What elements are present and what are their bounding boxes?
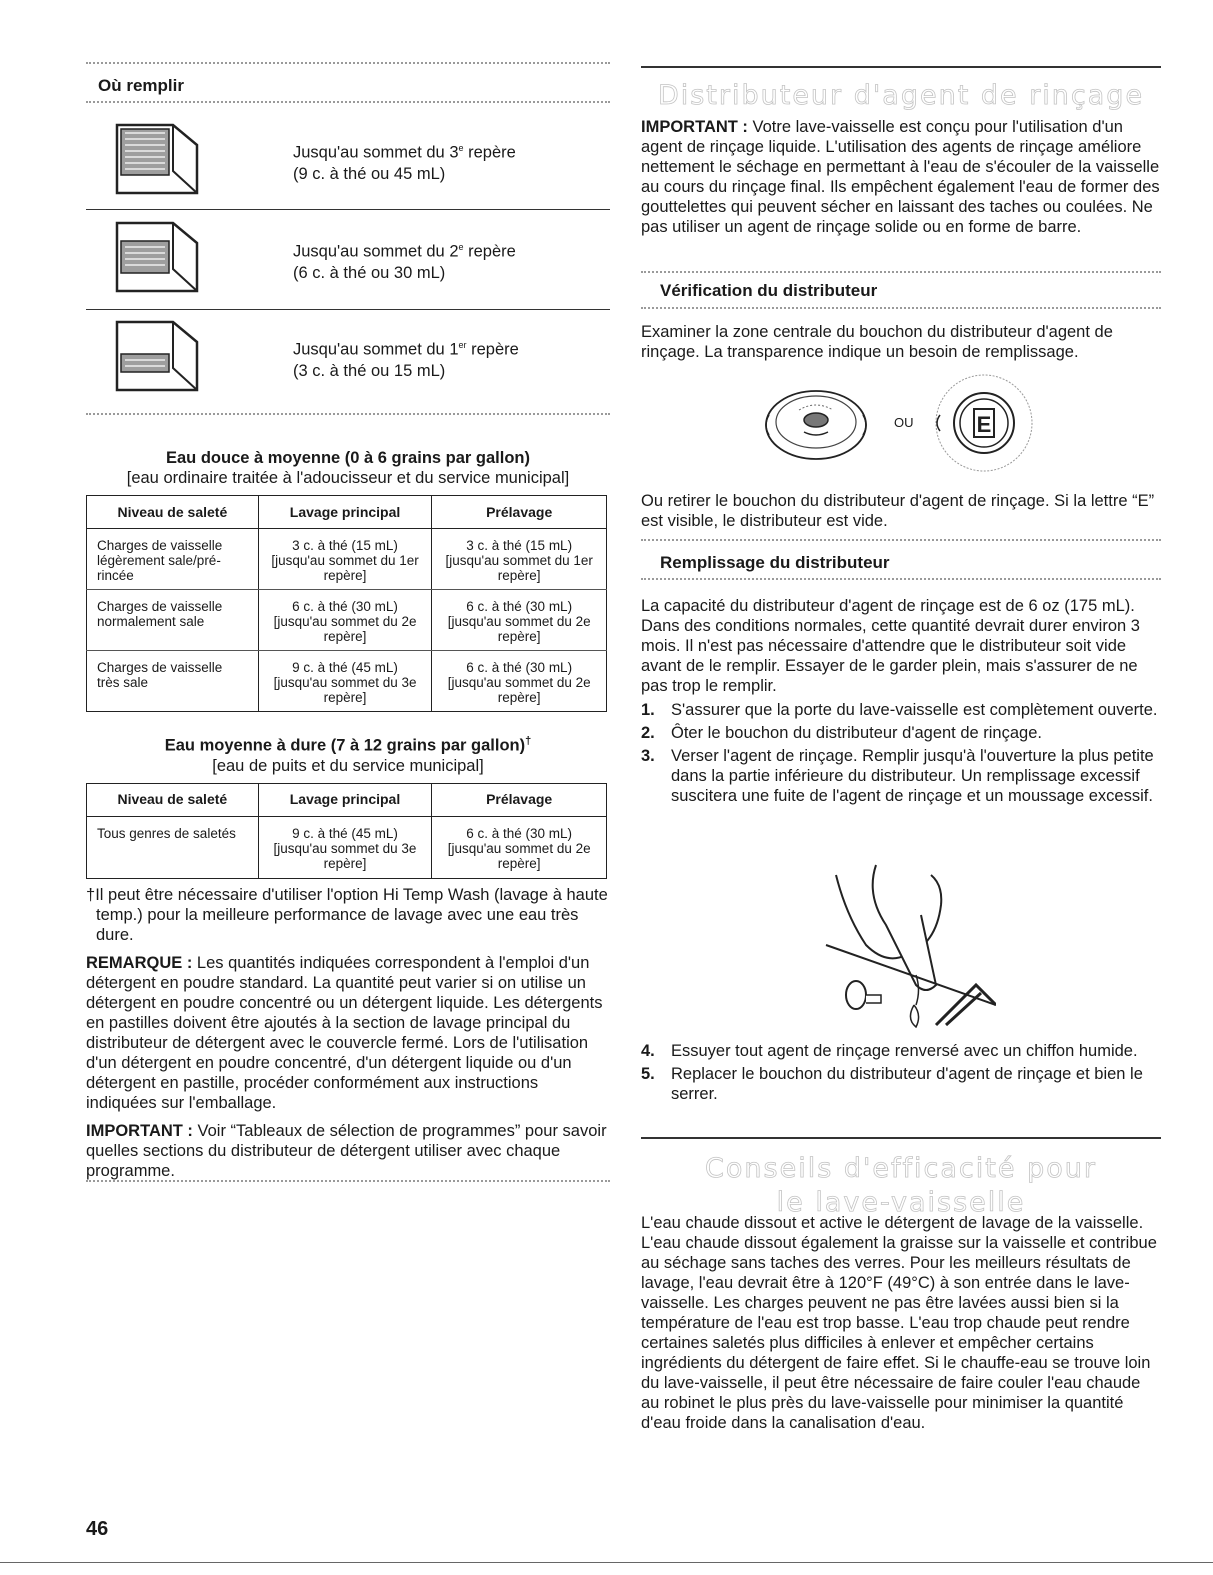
footnote: †Il peut être nécessaire d'utiliser l'option Hi Temp Wash (lavage à haute temp.) pour la meilleure performance de lavage avec une eau très dure. (86, 886, 608, 944)
cap-empty-indicator-icon (926, 365, 1036, 475)
svg-text:E: E (976, 412, 992, 437)
refill-steps-list-continued (641, 1041, 1161, 1107)
table-cell: 9 c. à thé (45 mL) [jusqu'au sommet du 3e repère] (258, 651, 432, 712)
column-header: Niveau de saleté (87, 783, 259, 816)
check-paragraph: Examiner la zone centrale du bouchon du distributeur d'agent de rinçage. La transparence indique un besoin de remplissage. (641, 323, 1113, 361)
table-cell: Charges de vaisselle très sale (87, 651, 259, 712)
pouring-rinse-aid-icon (816, 855, 996, 1035)
soft-water-subtitle: [eau ordinaire traitée à l'adoucisseur et du service municipal] (126, 469, 570, 487)
notes-block (86, 885, 610, 1181)
table-cell: 6 c. à thé (30 mL) [jusqu'au sommet du 2e repère] (432, 816, 607, 878)
cap-illustration (761, 370, 1061, 480)
table-header-row (87, 783, 607, 816)
section-rule (641, 1137, 1161, 1139)
dotted-rule (86, 62, 610, 64)
table-cell: Charges de vaisselle légèrement sale/pré-rincée (87, 529, 259, 590)
check-heading: Vérification du distributeur (660, 281, 878, 300)
dotted-rule (86, 413, 610, 415)
soft-water-section (86, 449, 610, 712)
row-divider (86, 309, 610, 310)
table-cell: Charges de vaisselle normalement sale (87, 590, 259, 651)
refill-heading: Remplissage du distributeur (660, 553, 890, 572)
note-paragraph: REMARQUE : Les quantités indiquées correspondent à l'emploi d'un détergent en poudre standard. La quantité peut varier si on utilise un détergent en poudre concentré ou un détergent liquide. Les détergents en pastilles doivent être ajoutés à la section de lavage principal du distributeur de détergent avec le couvercle fermé. Lors de l'utilisation d'un détergent en poudre concentré, d'un détergent liquide ou d'un détergent en pastille, procéder conformément aux instructions indiquées sur l'emballage. (86, 954, 603, 1112)
table-row (87, 590, 607, 651)
important-paragraph: IMPORTANT : Voir “Tableaux de sélection de programmes” pour savoir quelles sections du distributeur de détergent utiliser avec chaque programme. (86, 1122, 607, 1180)
tips-section-title: Conseils d'efficacité pour le lave-vaisselle (705, 1153, 1097, 1218)
or-label: OU (894, 415, 914, 430)
hard-water-section (86, 735, 610, 879)
dotted-rule (86, 1180, 610, 1182)
list-item: 4. Essuyer tout agent de rinçage renversé avec un chiffon humide. (641, 1042, 1138, 1060)
fill-level-text: Jusqu'au sommet du 1er repère (3 c. à thé ou 15 mL) (293, 340, 519, 380)
fill-heading: Où remplir (98, 76, 184, 95)
rinse-section-title: Distributeur d'agent de rinçage (657, 80, 1145, 111)
column-header: Prélavage (432, 496, 607, 529)
detergent-cup-two-thirds-icon (111, 221, 199, 293)
bottom-rule (0, 1562, 1213, 1563)
list-item: 2. Ôter le bouchon du distributeur d'agent de rinçage. (641, 724, 1042, 742)
rinse-important-paragraph: IMPORTANT : Votre lave-vaisselle est conçu pour l'utilisation d'un agent de rinçage liquide. L'utilisation des agents de rinçage améliore nettement le séchage en permettant à l'eau de s'écouler de la vaisselle au cours du rinçage final. Ils empêchent également l'eau de former des gouttelettes qui peuvent sécher en laissant des taches ou coulées. Ne pas utiliser un agent de rinçage solide ou en forme de barre. (641, 118, 1160, 236)
dotted-rule (641, 307, 1161, 309)
table-cell: 3 c. à thé (15 mL) [jusqu'au sommet du 1er repère] (432, 529, 607, 590)
dotted-rule (641, 539, 1161, 541)
soft-water-table (86, 495, 607, 712)
dotted-rule (641, 578, 1161, 580)
list-item: 1. S'assurer que la porte du lave-vaisselle est complètement ouverte. (641, 701, 1158, 719)
table-row (87, 816, 607, 878)
dotted-rule (641, 271, 1161, 273)
refill-steps-list (641, 700, 1161, 809)
fill-level-text: Jusqu'au sommet du 3e repère (9 c. à thé ou 45 mL) (293, 143, 516, 183)
table-cell: 6 c. à thé (30 mL) [jusqu'au sommet du 2e repère] (432, 590, 607, 651)
list-item: 3. Verser l'agent de rinçage. Remplir jusqu'à l'ouverture la plus petite dans la partie inférieure du distributeur. Un remplissage excessif suscitera une fuite de l'agent de rinçage et un moussage excessif. (641, 747, 1154, 805)
refill-paragraph: La capacité du distributeur d'agent de rinçage est de 6 oz (175 mL). Dans des conditions normales, cette quantité devrait durer environ 3 mois. Il n'est pas nécessaire d'attendre que le distributeur soit vide avant de le remplir. Essayer de le garder plein, mais s'assurer de ne pas trop le remplir. (641, 597, 1140, 695)
table-cell: 6 c. à thé (30 mL) [jusqu'au sommet du 2e repère] (432, 651, 607, 712)
fill-level-text: Jusqu'au sommet du 2e repère (6 c. à thé ou 30 mL) (293, 242, 516, 282)
column-header: Lavage principal (258, 496, 432, 529)
detergent-cup-one-third-icon (111, 320, 199, 392)
hard-water-table (86, 783, 607, 879)
detergent-cup-full-icon (111, 123, 199, 195)
list-item: 5. Replacer le bouchon du distributeur d'agent de rinçage et bien le serrer. (641, 1065, 1143, 1103)
tips-paragraph: L'eau chaude dissout et active le détergent de lavage de la vaisselle. L'eau chaude dissout également la graisse sur la vaisselle et contribue au séchage sans taches des verres. Pour les meilleurs résultats de lavage, l'eau devrait être à 120°F (49°C) à son entrée dans le lave-vaisselle. Les charges peuvent ne pas être lavées aussi bien si la température de l'eau est trop basse. L'eau trop chaude peut rendre certaines saletés plus difficiles à enlever et empêcher certains ingrédients du détergent de faire effet. Si le chauffe-eau se trouve loin du lave-vaisselle, il peut être nécessaire de faire couler l'eau chaude au robinet le plus près du lave-vaisselle pour minimiser la quantité d'eau froide dans la canalisation d'eau. (641, 1214, 1157, 1432)
hard-water-subtitle: [eau de puits et du service municipal] (212, 756, 484, 775)
row-divider (86, 209, 610, 210)
remove-cap-paragraph: Ou retirer le bouchon du distributeur d'agent de rinçage. Si la lettre “E” est visible, le distributeur est vide. (641, 492, 1155, 530)
page-number: 46 (86, 1518, 109, 1540)
section-rule (641, 66, 1161, 68)
table-cell: 6 c. à thé (30 mL) [jusqu'au sommet du 2e repère] (258, 590, 432, 651)
column-header: Prélavage (432, 783, 607, 816)
table-row (87, 651, 607, 712)
soft-water-title: Eau douce à moyenne (0 à 6 grains par gallon) (165, 449, 530, 467)
cap-indicator-icon (761, 370, 871, 470)
table-cell: 3 c. à thé (15 mL) [jusqu'au sommet du 1er repère] (258, 529, 432, 590)
table-row (87, 529, 607, 590)
column-header: Lavage principal (258, 783, 432, 816)
table-header-row (87, 496, 607, 529)
dotted-rule (86, 101, 610, 103)
column-header: Niveau de saleté (87, 496, 259, 529)
hard-water-title: Eau moyenne à dure (7 à 12 grains par gallon)† (164, 735, 532, 755)
table-cell: Tous genres de saletés (87, 816, 259, 878)
table-cell: 9 c. à thé (45 mL) [jusqu'au sommet du 3e repère] (258, 816, 432, 878)
